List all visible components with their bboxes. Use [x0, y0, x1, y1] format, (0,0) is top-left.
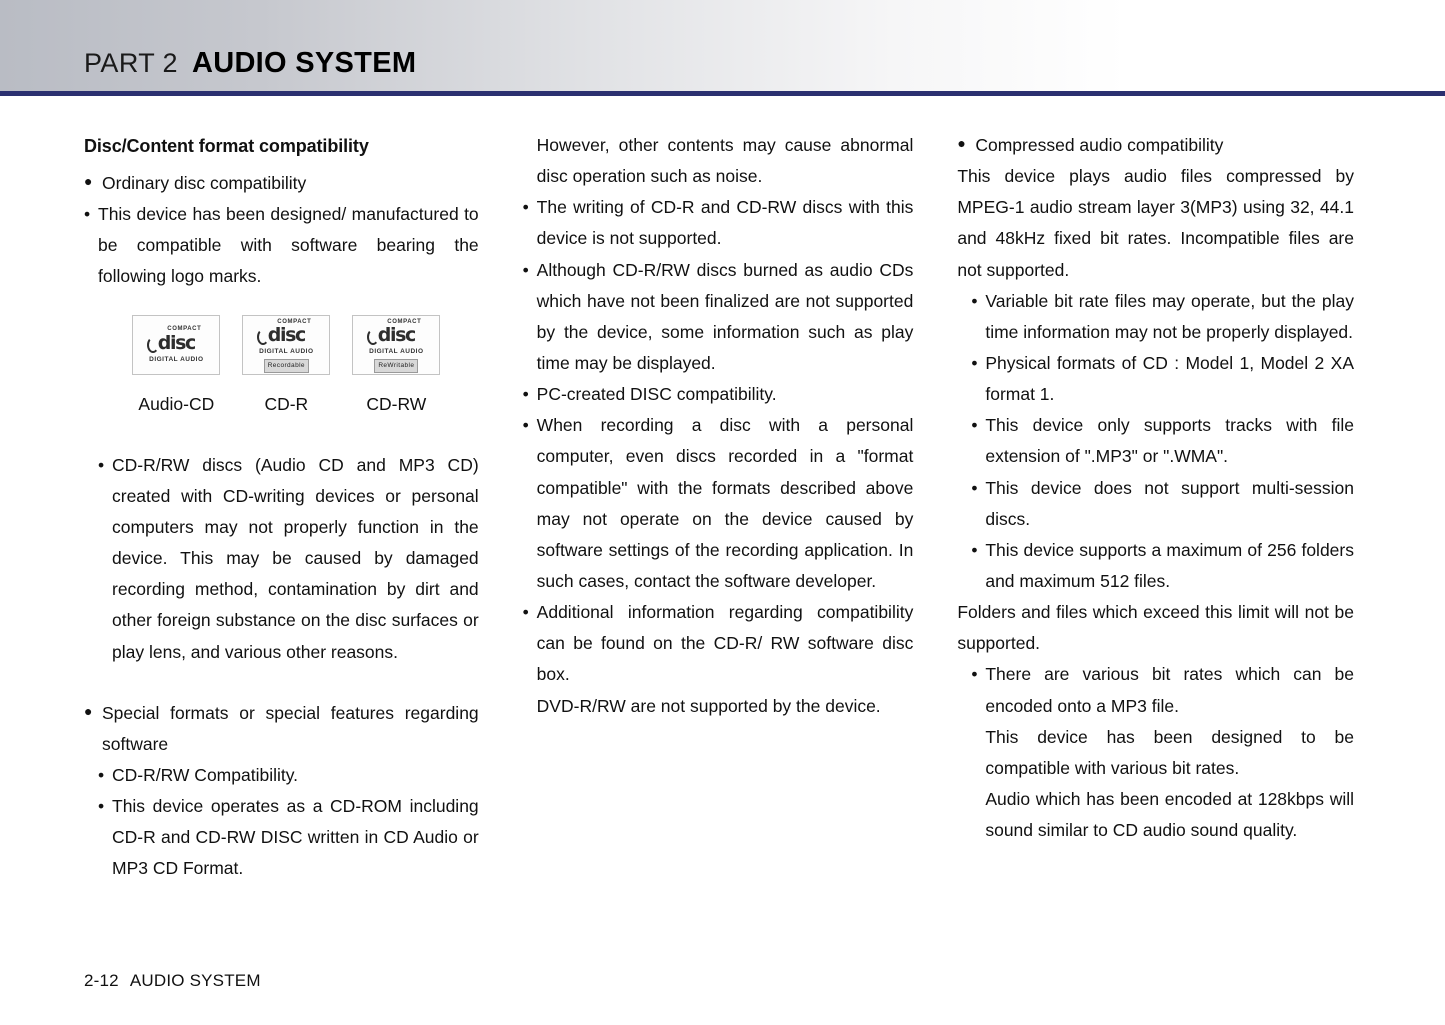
- list-item-label: The writing of CD-R and CD-RW discs with this device is not supported.: [536, 197, 914, 249]
- page-title: AUDIO SYSTEM: [191, 47, 417, 79]
- list-item: [523, 597, 914, 690]
- dot-bullet-icon: •: [971, 290, 978, 311]
- dot-bullet-icon: •: [522, 197, 529, 218]
- list-item-label: Special formats or special features regarding software: [102, 702, 479, 754]
- section-heading: Disc/Content format compatibility: [84, 136, 369, 156]
- list-item-label: This device supports a maximum of 256 folders and maximum 512 files.: [985, 539, 1354, 591]
- filled-circle-bullet-icon: ●: [957, 135, 966, 151]
- column-right: [957, 130, 1354, 885]
- logo-top-label: COMPACT: [277, 318, 312, 325]
- list-item-label: Additional information regarding compatibility can be found on the CD-R/ RW software disc box.: [536, 602, 914, 685]
- dot-bullet-icon: •: [98, 454, 105, 475]
- logo-disc-wordmark: disc: [267, 324, 305, 347]
- footer-section-label: AUDIO SYSTEM: [129, 971, 261, 990]
- logo-sub-label: DIGITAL AUDIO: [369, 348, 424, 356]
- logo-disc-wordmark: disc: [157, 331, 195, 354]
- dot-bullet-icon: •: [522, 259, 529, 280]
- list-item: [84, 199, 479, 292]
- document-body: [84, 130, 1354, 885]
- spacer: [84, 668, 479, 698]
- dot-bullet-icon: •: [971, 352, 978, 373]
- list-item: [957, 410, 1354, 472]
- header-title-group: [0, 47, 416, 96]
- logo-caption: Audio-CD: [138, 393, 215, 414]
- dot-bullet-icon: •: [522, 602, 529, 623]
- logo-mark-group: [84, 315, 479, 375]
- compact-disc-recordable-logo-icon: [242, 315, 330, 375]
- list-item-label: Ordinary disc compatibility: [102, 173, 307, 194]
- list-item-label: Variable bit rate files may operate, but the play time information may not be properly displayed.: [985, 290, 1354, 342]
- logo-sub2-label: ReWritable: [374, 359, 418, 373]
- list-item: [523, 255, 914, 380]
- column-left: [84, 130, 479, 885]
- logo-sub2-label: Recordable: [264, 359, 309, 373]
- paragraph-closing: DVD-R/RW are not supported by the device.: [536, 695, 881, 716]
- list-item-label: Compressed audio compatibility: [975, 135, 1224, 155]
- compact-disc-rewritable-logo-icon: [352, 315, 440, 375]
- filled-circle-bullet-icon: ●: [84, 702, 93, 719]
- list-item: [957, 286, 1354, 348]
- list-item-label: This device operates as a CD-ROM including CD-R and CD-RW DISC written in CD Audio or MP3 CD Format.: [112, 796, 479, 879]
- list-item-label: This device does not support multi-session discs.: [985, 477, 1354, 529]
- list-item: [957, 130, 1354, 161]
- dot-bullet-icon: •: [522, 415, 529, 436]
- list-item-label: This device only supports tracks with file extension of ".MP3" or ".WMA".: [985, 415, 1354, 467]
- part-label: PART 2: [84, 48, 178, 78]
- list-item: [523, 379, 914, 410]
- compact-disc-audio-logo-icon: [132, 315, 220, 375]
- list-item-label: CD-R/RW Compatibility.: [112, 765, 299, 785]
- list-item: [957, 473, 1354, 535]
- logo-disc-wordmark: disc: [377, 324, 415, 347]
- dot-bullet-icon: •: [84, 204, 91, 225]
- list-item: [523, 192, 914, 254]
- paragraph-trailing: This device has been designed to be compatible with various bit rates.: [985, 726, 1354, 778]
- logo-top-label: COMPACT: [167, 325, 202, 332]
- list-item: [84, 698, 479, 760]
- logo-sub-label: DIGITAL AUDIO: [259, 348, 314, 356]
- dot-bullet-icon: •: [971, 539, 978, 560]
- list-item: [84, 791, 479, 884]
- logo-caption: CD-RW: [366, 393, 427, 414]
- list-item: [957, 535, 1354, 597]
- list-item: [523, 410, 914, 597]
- list-item: [957, 659, 1354, 721]
- page-header: [0, 0, 1445, 96]
- logo-caption: CD-R: [264, 393, 309, 414]
- list-item-label: Although CD-R/RW discs burned as audio CDs which have not been finalized are not supported by the device, some information such as play time may be displayed.: [536, 259, 914, 373]
- dot-bullet-icon: •: [971, 477, 978, 498]
- spacer: [84, 420, 479, 450]
- dot-bullet-icon: •: [98, 796, 105, 817]
- page-footer: [84, 971, 261, 991]
- header-divider: [0, 91, 1445, 96]
- column-middle: [523, 130, 914, 885]
- page-number: 2-12: [84, 971, 119, 990]
- logo-sub-label: DIGITAL AUDIO: [149, 355, 204, 363]
- paragraph-trailing: Audio which has been encoded at 128kbps will sound similar to CD audio sound quality.: [985, 788, 1354, 841]
- list-item-label: CD-R/RW discs (Audio CD and MP3 CD) created with CD-writing devices or personal computers may not properly function in the device. This may be caused by damaged recording method, contamination by dirt and other foreign substance on the disc surfaces or play lens, and various other reasons.: [112, 454, 479, 662]
- logo-top-label: COMPACT: [387, 318, 422, 325]
- list-item: [957, 348, 1354, 410]
- dot-bullet-icon: •: [98, 765, 105, 785]
- filled-circle-bullet-icon: ●: [84, 173, 93, 190]
- dot-bullet-icon: •: [971, 664, 978, 685]
- list-item-label: Physical formats of CD : Model 1, Model 2 XA format 1.: [985, 352, 1354, 405]
- paragraph-intro: This device plays audio files compressed by MPEG-1 audio stream layer 3(MP3) using 32, 44.1 and 48kHz fixed bit rates. Incompatible files are not supported.: [957, 166, 1354, 280]
- list-item-label: PC-created DISC compatibility.: [536, 384, 777, 405]
- list-item: [84, 450, 479, 668]
- logo-caption-group: [84, 389, 479, 420]
- list-item: [84, 760, 479, 791]
- dot-bullet-icon: •: [522, 384, 529, 405]
- list-item-label: When recording a disc with a personal computer, even discs recorded in a "format compatible" with the formats described above may not operate on the device caused by software settings of the recording application. In such cases, contact the software developer.: [536, 415, 914, 591]
- list-item: [84, 168, 479, 199]
- paragraph-note: Folders and files which exceed this limit will not be supported.: [957, 602, 1354, 654]
- list-item-label: There are various bit rates which can be encoded onto a MP3 file.: [985, 664, 1354, 716]
- list-item-label: This device has been designed/ manufactured to be compatible with software bearing the following logo marks.: [98, 204, 479, 287]
- paragraph-intro: However, other contents may cause abnormal disc operation such as noise.: [536, 135, 914, 187]
- dot-bullet-icon: •: [971, 415, 978, 436]
